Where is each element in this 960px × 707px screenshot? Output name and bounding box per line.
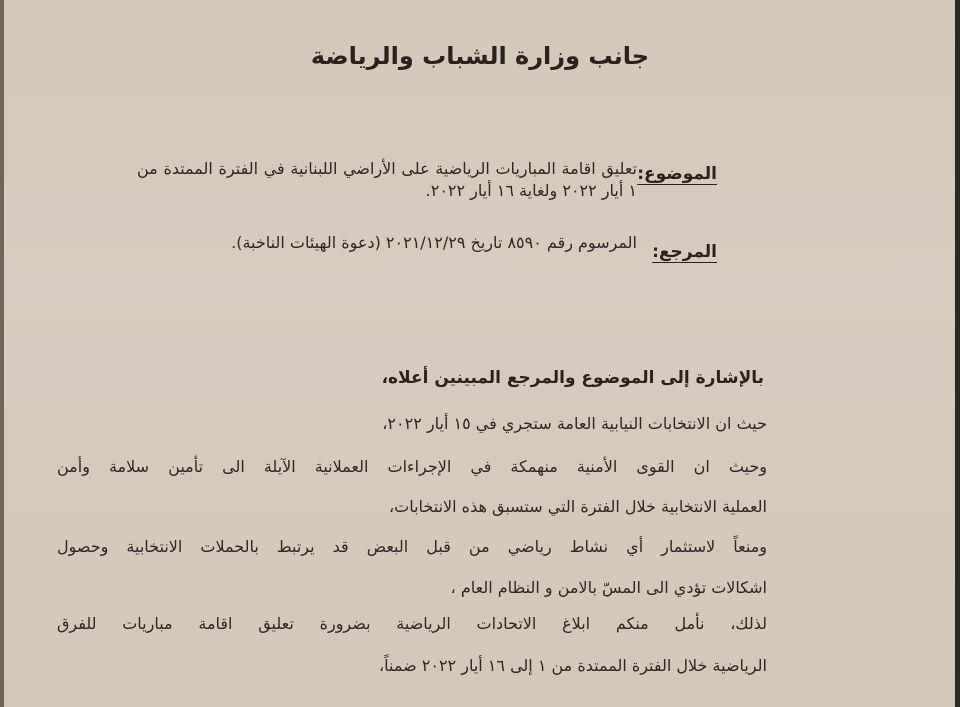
paragraph-security-forces-line2: العملية الانتخابية خلال الفترة التي ستسبق هذه الانتخابات،	[388, 497, 767, 516]
paragraph-prevention-line2: اشكالات تؤدي الى المسّ بالامن و النظام العام ،	[450, 578, 767, 597]
paragraph-request-line1: لذلك، نأمل منكم ابلاغ الاتحادات الرياضية بضرورة تعليق اقامة مباريات للفرق	[57, 614, 767, 633]
paragraph-prevention-line1: ومنعاً لاستثمار أي نشاط رياضي من قبل البعض قد يرتبط بالحملات الانتخابية وحصول	[57, 537, 767, 556]
document-title: جانب وزارة الشباب والرياضة	[310, 42, 650, 70]
reference-label: المرجع:	[652, 242, 717, 262]
reference-text: المرسوم رقم ٨٥٩٠ تاريخ ٢٠٢١/١٢/٢٩ (دعوة الهيئات الناخبة).	[231, 233, 637, 252]
intro-line: بالإشارة إلى الموضوع والمرجع المبينين أعلاه،	[381, 368, 764, 388]
paper-right-edge	[955, 0, 960, 707]
subject-text: تعليق اقامة المباريات الرياضية على الأراضي اللبنانية في الفترة الممتدة من ١ أيار ٢٠٢٢ ولغاية ١٦ أيار ٢٠٢٢.	[137, 159, 637, 200]
subject-label: الموضوع:	[637, 164, 717, 184]
paragraph-security-forces-line1: وحيث ان القوى الأمنية منهمكة في الإجراءات العملانية الآيلة الى تأمين سلامة وأمن	[57, 457, 767, 476]
paper-left-edge	[0, 0, 4, 707]
paragraph-request-line2: الرياضية خلال الفترة الممتدة من ١ إلى ١٦ أيار ٢٠٢٢ ضمناً،	[378, 656, 767, 675]
paragraph-elections-date: حيث ان الانتخابات النيابية العامة ستجري في ١٥ أيار ٢٠٢٢،	[382, 414, 767, 433]
